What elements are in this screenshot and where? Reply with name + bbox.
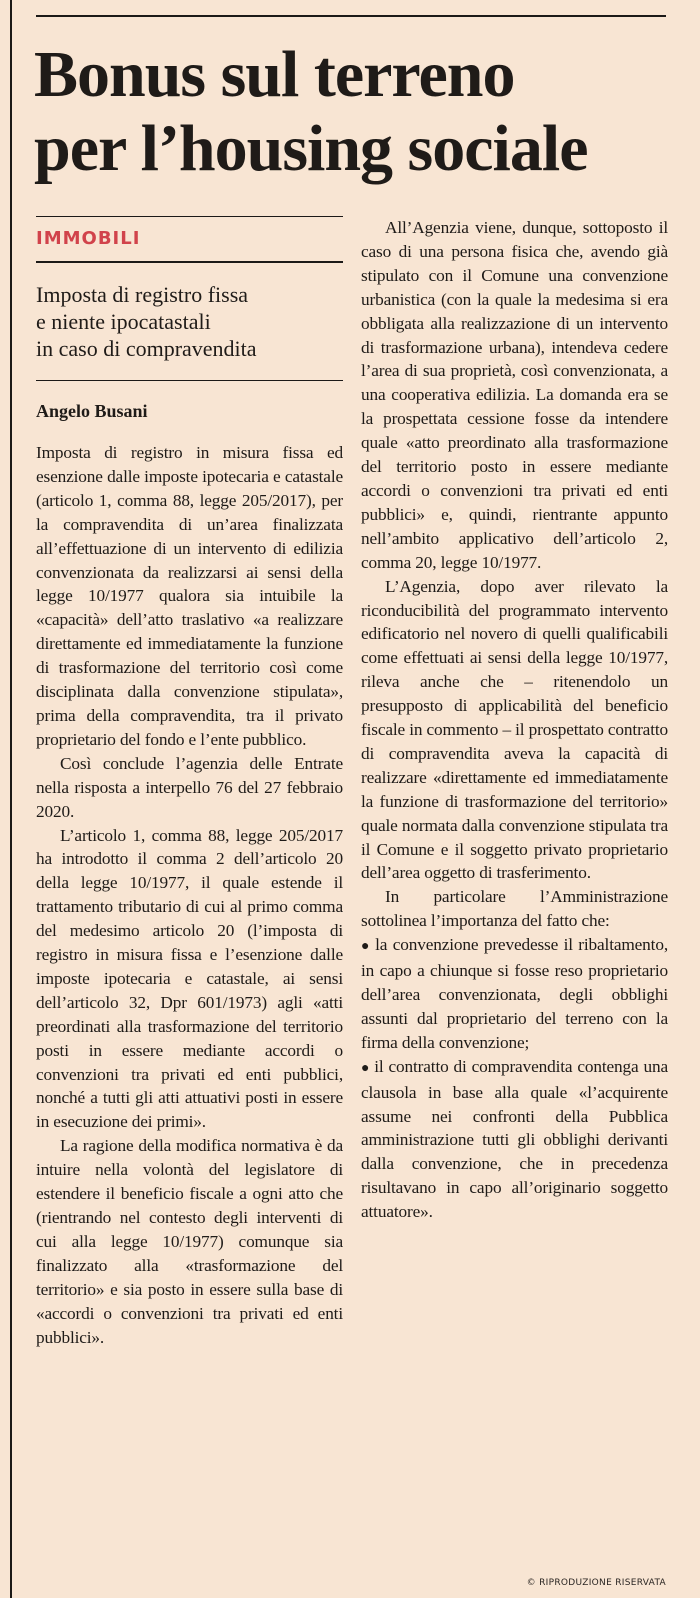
bullet-item-2: ● il contratto di compravendita contenga una clausola in base alla quale «l’acquirente assume nei confronti della Pubblica amministrazione tutti gli obblighi derivanti dalla convenzione, che in precedenza risultavano in capo all’originario soggetto attuatore».	[361, 1055, 668, 1224]
paragraph-3: L’articolo 1, comma 88, legge 205/2017 ha introdotto il comma 2 dell’articolo 20 della legge 10/1977, il quale estende il trattamento tributario di cui al primo comma del medesimo articolo 20 (l’imposta di registro in misura fissa e l’esenzione dalle imposte ipotecaria e catastale, ai sensi dell’articolo 32, Dpr 601/1973) agli «atti preordinati alla trasformazione del territorio posti in essere mediante accordi o convenzioni tra privati ed enti pubblici, nonché a tutti gli atti attuativi posti in essere in esecuzione dei primi».	[36, 825, 343, 1132]
section-kicker: IMMOBILI	[36, 228, 141, 249]
subheadline	[36, 281, 343, 362]
paragraph-2: Così conclude l’agenzia delle Entrate nella risposta a interpello 76 del 27 febbraio 2020.	[36, 753, 343, 821]
headline-line-2: per l’housing sociale	[34, 112, 588, 185]
subhead-line-1: Imposta di registro fissa	[36, 282, 249, 307]
subhead-line-3: in caso di compravendita	[36, 336, 257, 361]
paragraph-4: La ragione della modifica normativa è da intuire nella volontà del legislatore di estendere il beneficio fiscale a ogni atto che (rientrando nel contesto degli interventi di cui alla legge 10/1977) comunque sia finalizzato alla «trasformazione del territorio» e sia posto in essere sulla base di «accordi o convenzioni tra privati ed enti pubblici».	[36, 1136, 343, 1347]
right-column	[361, 216, 668, 1224]
kicker-top-rule	[36, 216, 343, 217]
byline-rule	[36, 380, 343, 381]
kicker-bottom-rule	[36, 261, 343, 263]
copyright-notice: © RIPRODUZIONE RISERVATA	[526, 1578, 666, 1588]
left-margin-rule	[10, 0, 12, 1598]
top-rule	[36, 15, 666, 17]
paragraph-1: Imposta di registro in misura fissa ed esenzione dalle imposte ipotecaria e catastale (articolo 1, comma 88, legge 205/2017), per la compravendita di un’area finalizzata all’effettuazione di un intervento di edilizia convenzionata da realizzarsi ai sensi della legge 10/1977 qualora sia intuibile la «capacità» dell’atto traslativo «a realizzare direttamente ed immediatamente la funzione di trasformazione del territorio così come disciplinata dalla convenzione stipulata», prima della compravendita, tra il privato proprietario del fondo e l’ente pubblico.	[36, 443, 343, 749]
paragraph-7: In particolare l’Amministrazione sottolinea l’importanza del fatto che:	[361, 887, 668, 931]
bullet-item-1: ● la convenzione prevedesse il ribaltamento, in capo a chiunque si fosse reso proprietario dell’area convenzionata, degli obblighi assunti dal proprietario del terreno con la firma della convenzione;	[361, 933, 668, 1055]
left-column	[36, 216, 343, 1349]
paragraph-5: All’Agenzia viene, dunque, sottoposto il caso di una persona fisica che, avendo già stipulato con il Comune una convenzione urbanistica (con la quale la medesima si era obbligata alla realizzazione di un intervento di trasformazione urbana), intendeva cedere l’area di sua proprietà, così convenzionata, a una cooperativa edilizia. La domanda era se la prospettata cessione fosse da intendere quale «atto preordinato alla trasformazione del territorio posto in essere mediante accordi o convenzioni tra privati ed enti pubblici» e, quindi, rientrante appunto nell’ambito applicativo dell’articolo 2, comma 20, legge 10/1977.	[361, 218, 668, 572]
headline-line-1: Bonus sul terreno	[34, 38, 515, 111]
author-byline: Angelo Busani	[36, 401, 148, 421]
paragraph-6: L’Agenzia, dopo aver rilevato la riconducibilità del programmato intervento edificatorio nel novero di quelli qualificabili come effettuati ai sensi della legge 10/1977, rileva anche che – ritenendolo un presupposto di applicabilità del beneficio fiscale in commento – il prospettato contratto di compravendita aveva la capacità di realizzare «direttamente ed immediatamente la funzione di trasformazione del territorio» quale normata dalla convenzione stipulata tra il Comune e il soggetto privato proprietario dell’area oggetto di trasferimento.	[361, 576, 668, 883]
headline	[34, 38, 664, 186]
subhead-line-2: e niente ipocatastali	[36, 309, 211, 334]
